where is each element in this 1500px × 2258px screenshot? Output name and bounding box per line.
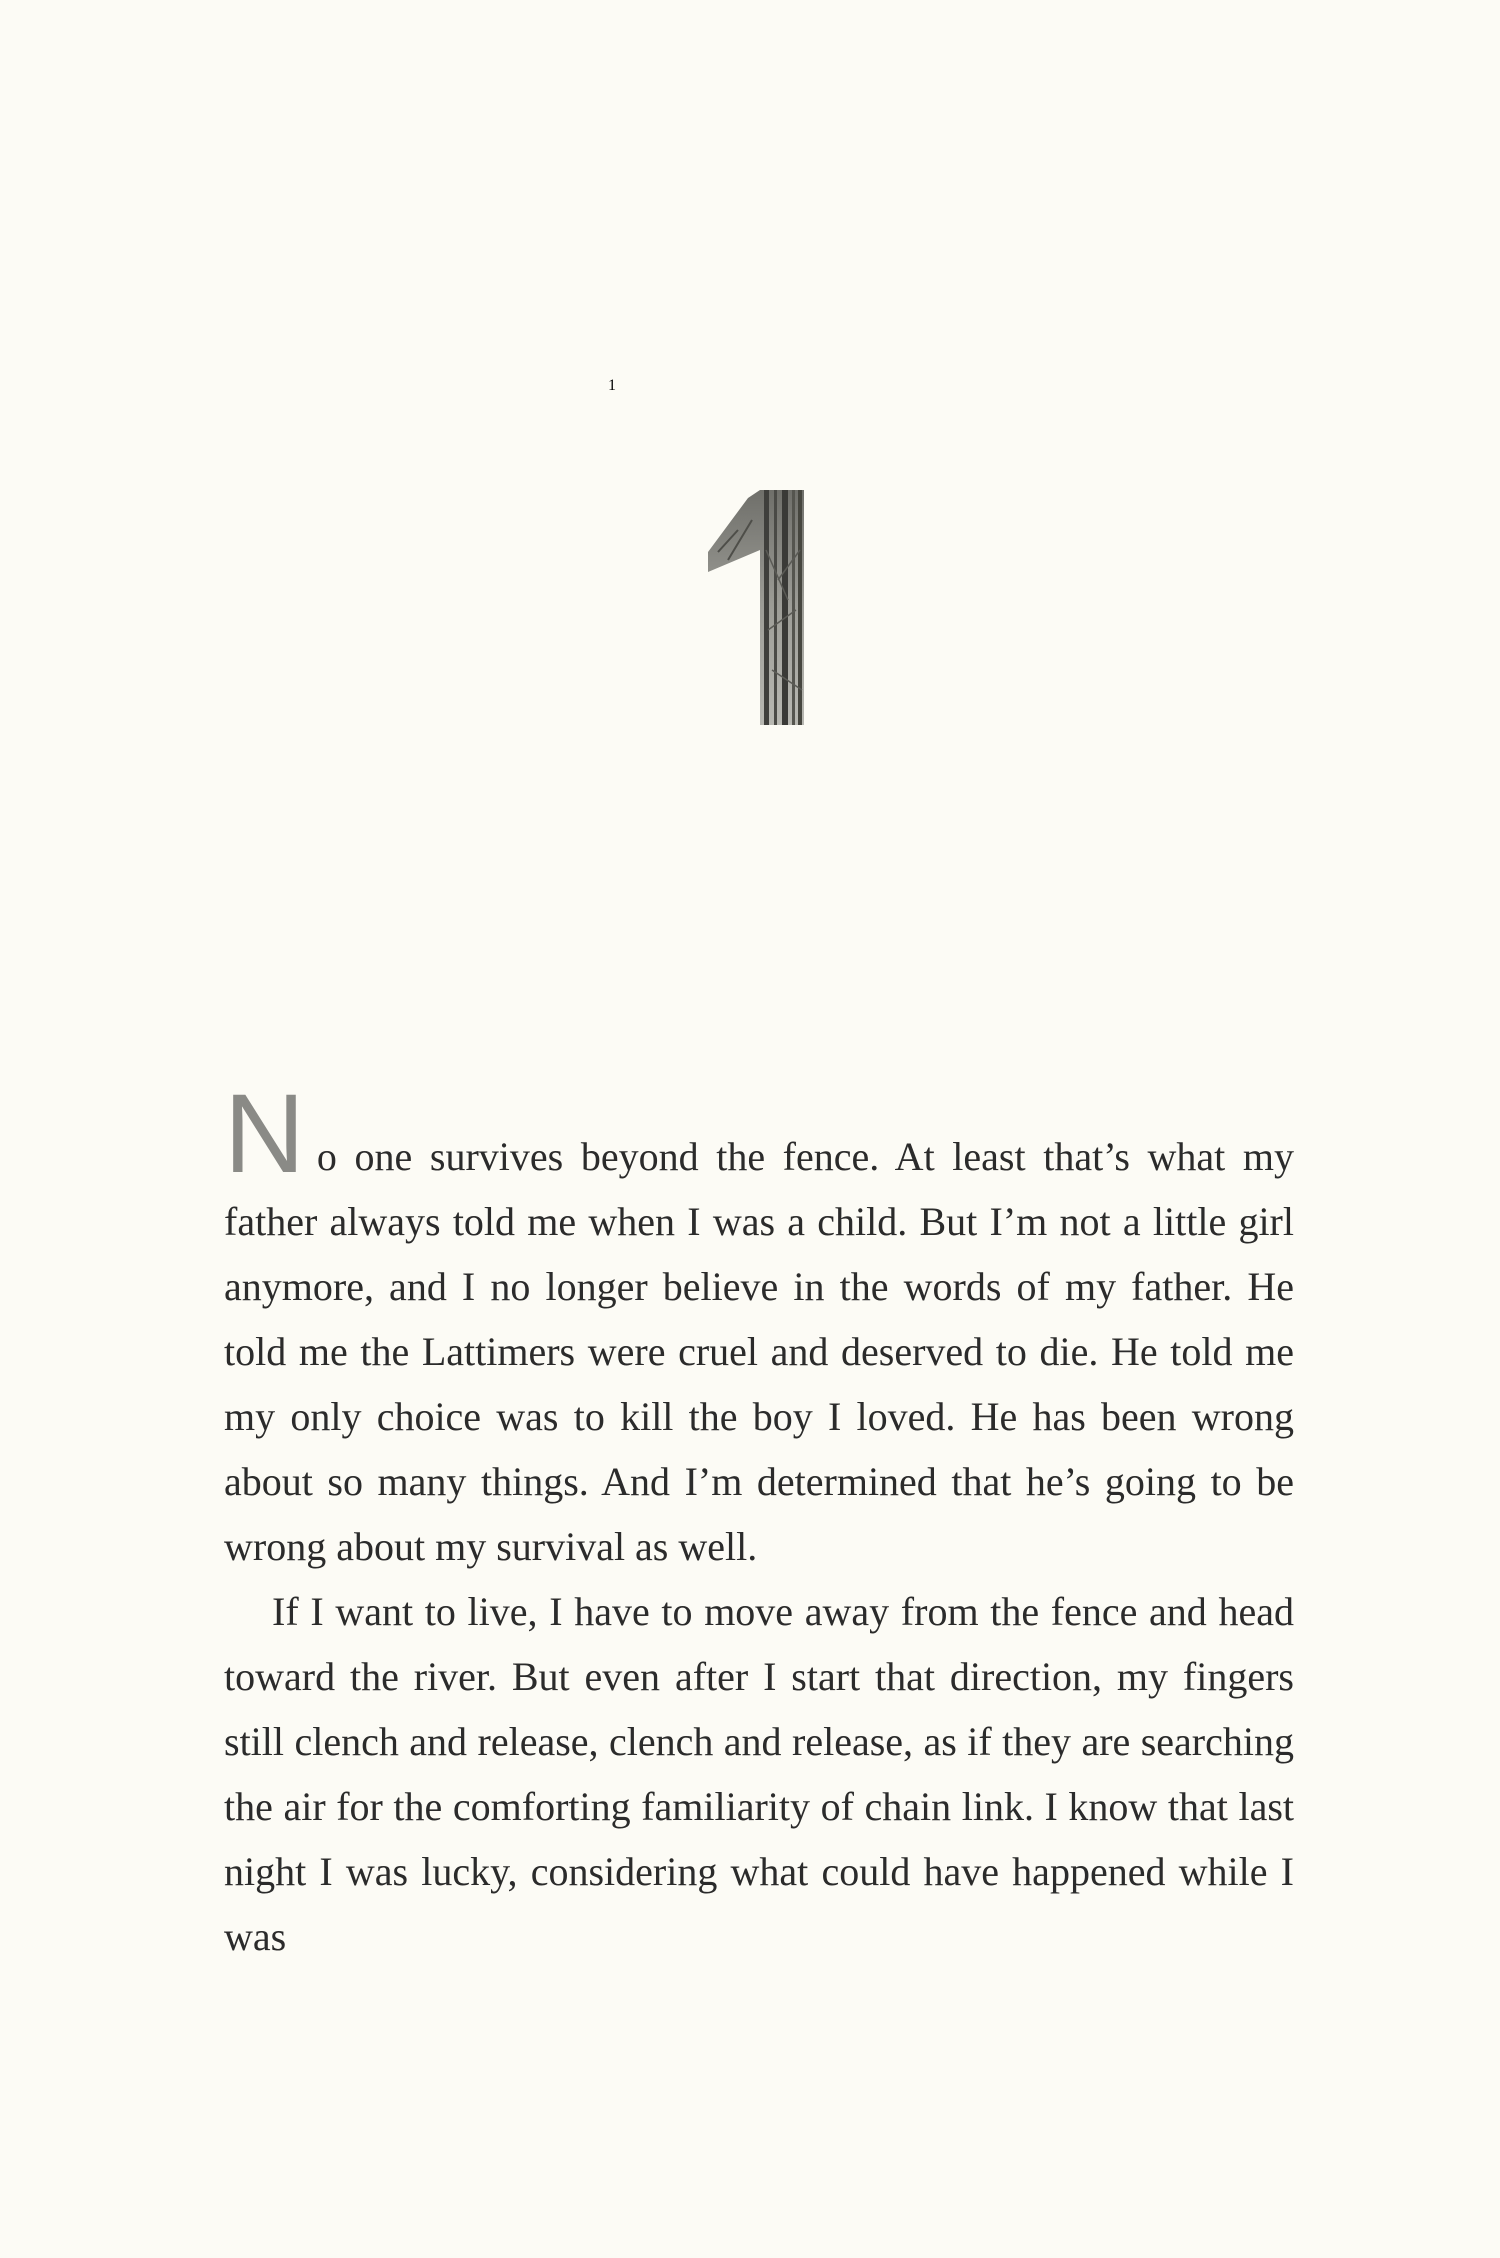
drop-cap: N — [224, 1071, 303, 1196]
paragraph-opening — [224, 1071, 1294, 1579]
chapter-number-label: 1 — [608, 377, 616, 394]
chapter-number-graphic — [608, 377, 804, 725]
chapter-number — [608, 377, 804, 725]
paragraph-1-text: o one survives beyond the fence. At least that’s what my father always told me when I was a child. But I’m not a little girl anymore, and I no longer believe in the words of my father. He told me the Lattimers were cruel and deserved to die. He told me my only choice was to kill the boy I loved. He has been wrong about so many things. And I’m determined that he’s going to be wrong about my survival as well. — [224, 1134, 1294, 1569]
body-text — [224, 1071, 1294, 1969]
paragraph-second: If I want to live, I have to move away from the fence and head toward the river. But even after I start that direction, my fingers still clench and release, clench and release, as if they are searching the air for the comforting familiarity of chain link. I know that last night I was lucky, considering what could have happened while I was — [224, 1589, 1294, 1959]
